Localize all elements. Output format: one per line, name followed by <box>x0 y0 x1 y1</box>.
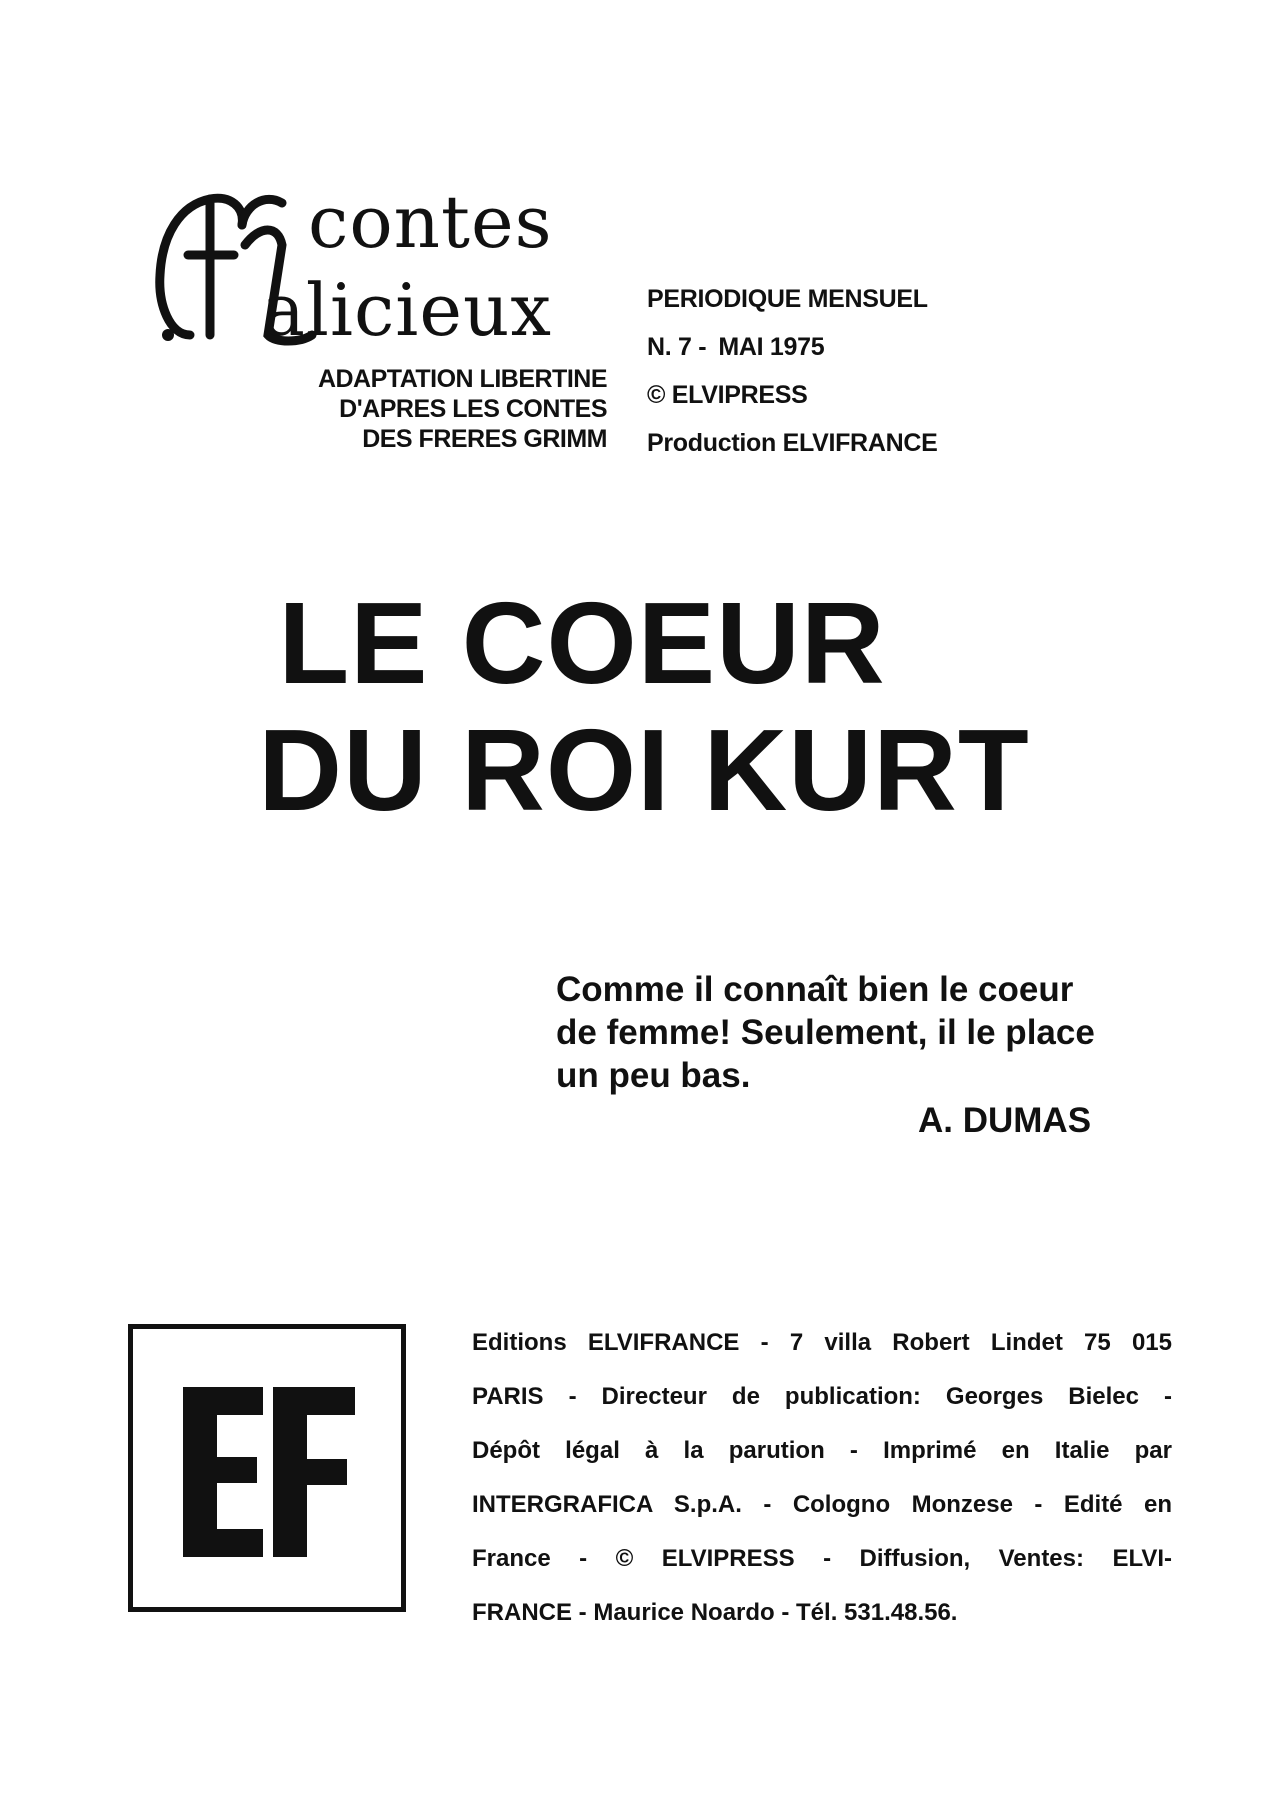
issue-date: MAI 1975 <box>718 333 825 361</box>
publication-info <box>647 275 937 467</box>
epigraph-author: A. DUMAS <box>918 1101 1092 1140</box>
copyright: © ELVIPRESS <box>647 381 808 409</box>
periodicity: PERIODIQUE MENSUEL <box>647 285 928 313</box>
adaptation-line: DES FRERES GRIMM <box>362 425 607 453</box>
issue-line <box>647 323 937 371</box>
production: Production ELVIFRANCE <box>647 429 938 457</box>
ef-logo-mark <box>133 1329 401 1607</box>
title-line-2: DU ROI KURT <box>258 705 1030 835</box>
imprint-line: Dépôt légal à la parution - Imprimé en Italie par <box>472 1437 1172 1464</box>
imprint-line: Editions ELVIFRANCE - 7 villa Robert Lindet 75 015 <box>472 1329 1172 1356</box>
publisher-logo <box>128 1324 406 1612</box>
imprint-line: France - © ELVIPRESS - Diffusion, Ventes: ELVI- <box>472 1545 1172 1572</box>
imprint-line: INTERGRAFICA S.p.A. - Cologno Monzese - Edité en <box>472 1491 1172 1518</box>
epigraph-line: Comme il connaît bien le coeur <box>556 970 1074 1009</box>
logo-word-contes: contes <box>308 185 553 264</box>
epigraph <box>556 968 1176 1097</box>
imprint-line: PARIS - Directeur de publication: Georges Bielec - <box>472 1383 1172 1410</box>
issue-number: N. 7 - <box>647 333 707 361</box>
logo-word-malicieux: alicieux <box>262 268 552 350</box>
adaptation-credit <box>318 364 607 454</box>
title-line-1: LE COEUR <box>278 578 886 708</box>
series-logo <box>150 185 610 350</box>
adaptation-line: D'APRES LES CONTES <box>339 395 607 423</box>
imprint <box>472 1316 1172 1640</box>
epigraph-line: un peu bas. <box>556 1056 751 1095</box>
epigraph-line: de femme! Seulement, il le place <box>556 1013 1095 1052</box>
imprint-line: FRANCE - Maurice Noardo - Tél. 531.48.56. <box>472 1599 958 1626</box>
adaptation-line: ADAPTATION LIBERTINE <box>317 365 607 393</box>
